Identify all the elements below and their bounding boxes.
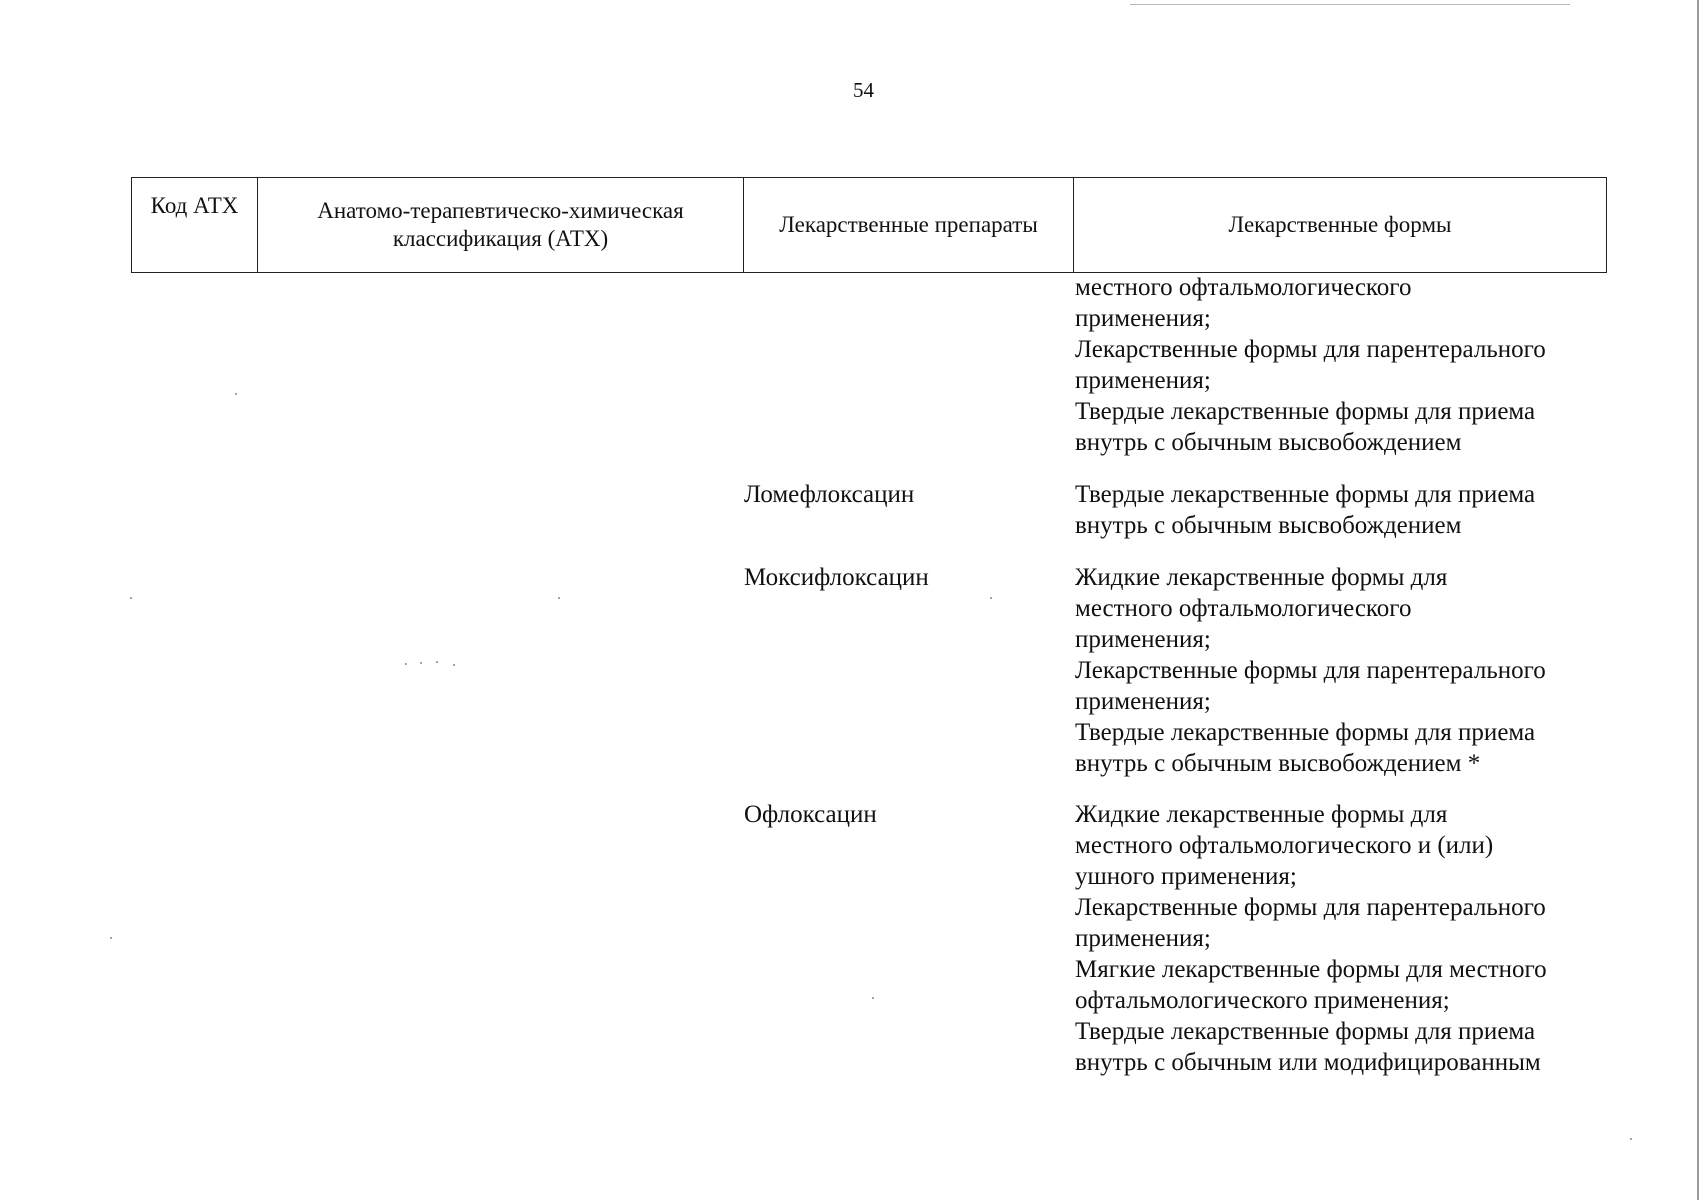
forms-line: Твердые лекарственные формы для приема [1075,719,1536,746]
forms-line: Жидкие лекарственные формы для [1075,801,1448,828]
forms-line: внутрь с обычным высвобождением * [1075,750,1481,777]
row-2-forms [1075,562,1615,779]
row-2-drug: Моксифлоксацин [744,564,929,591]
forms-line: Лекарственные формы для парентерального [1075,894,1546,921]
header-code: Код АТХ [132,178,258,273]
scan-artifact-right-edge [1697,0,1699,1200]
scan-speck [235,393,237,395]
row-3-forms [1075,799,1615,1078]
header-drugs: Лекарственные препараты [744,178,1074,273]
scan-speck [130,597,132,599]
header-classification: Анатомо-терапевтическо-химическая классификация (АТХ) [258,178,744,273]
forms-line: местного офтальмологического [1075,274,1412,301]
forms-line: применения; [1075,688,1211,715]
scan-speck [872,997,874,999]
forms-line: внутрь с обычным или модифицированным [1075,1049,1541,1076]
forms-line: ушного применения; [1075,863,1297,890]
scan-speck [1630,1138,1632,1140]
forms-line: Твердые лекарственные формы для приема [1075,1018,1536,1045]
row-3-drug: Офлоксацин [744,801,877,828]
page-number: 54 [853,78,874,102]
scan-speck [453,664,455,666]
forms-line: Твердые лекарственные формы для приема [1075,481,1536,508]
forms-line: применения; [1075,305,1211,332]
scan-speck [420,662,422,664]
forms-line: применения; [1075,925,1211,952]
forms-line: Жидкие лекарственные формы для [1075,564,1448,591]
forms-line: Мягкие лекарственные формы для местного [1075,956,1547,983]
forms-line: применения; [1075,626,1211,653]
forms-line: применения; [1075,367,1211,394]
forms-line: местного офтальмологического и (или) [1075,832,1494,859]
scan-speck [558,597,560,599]
table-header [131,177,1607,273]
forms-line: Лекарственные формы для парентерального [1075,336,1546,363]
row-0-forms [1075,272,1615,458]
forms-line: офтальмологического применения; [1075,987,1450,1014]
scan-artifact-top-line [1130,4,1570,5]
forms-line: Лекарственные формы для парентерального [1075,657,1546,684]
scan-speck [110,937,112,939]
row-1-forms [1075,479,1615,541]
row-1-drug: Ломефлоксацин [744,481,915,508]
scan-speck [436,661,438,663]
scan-speck [405,663,407,665]
forms-line: внутрь с обычным высвобождением [1075,429,1462,456]
forms-line: Твердые лекарственные формы для приема [1075,398,1536,425]
header-forms: Лекарственные формы [1074,178,1607,273]
forms-line: внутрь с обычным высвобождением [1075,512,1462,539]
forms-line: местного офтальмологического [1075,595,1412,622]
scan-speck [990,597,992,599]
table-header-row [132,178,1607,273]
